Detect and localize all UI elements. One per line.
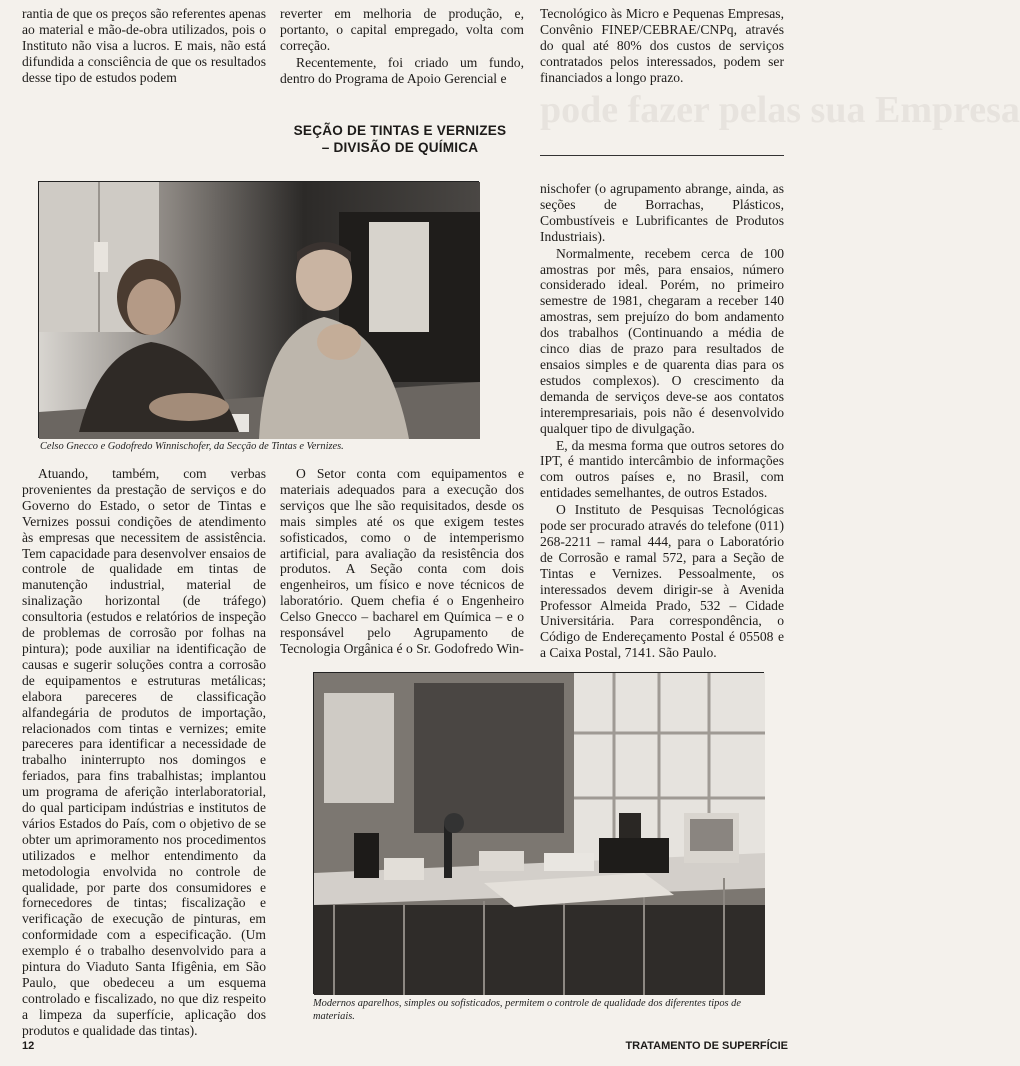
column-divider-rule bbox=[540, 155, 784, 156]
photo-two-men bbox=[38, 181, 479, 438]
section-title-line-2: – DIVISÃO DE QUÍMICA bbox=[321, 140, 479, 155]
photo-two-men-image bbox=[39, 182, 480, 439]
photo-1-caption: Celso Gnecco e Godofredo Winnischofer, da Secção de Tintas e Vernizes. bbox=[40, 441, 344, 452]
right-paragraph-2: Normalmente, recebem cerca de 100 amostras por mês, para ensaios, número considerado ideal. Porém, no primeiro semestre de 1981, chegaram a receber 140 amostras, sem prejuízo do bom andamento dos trabalhos (Continuando a média de cinco dias de prazo para resultados de ensaios simples e de quarenta dias para os estudos complexos). O crescimento da demanda de serviços deve-se aos contatos interempresariais, pois não é desenvolvido qualquer tipo de divulgação. bbox=[540, 245, 784, 436]
section-heading bbox=[230, 122, 570, 156]
middle-paragraph-1: O Setor conta com equipamentos e materiais adequados para a execução dos serviços que lhe são requisitados, desde os mais simples até os que exigem testes sofisticados, como o de intemperismo artificial, para avaliação da resistência dos produtos. A Seção conta com dois engenheiros, um físico e nove técnicos de laboratório. Quem chefia é o Engenheiro Celso Gnecco – bacharel em Química – e o responsável pelo Agrupamento de Tecnologia Orgânica é o Sr. Godofredo Win- bbox=[280, 466, 524, 656]
top-left-column bbox=[22, 6, 266, 86]
photo-laboratory-image bbox=[314, 673, 765, 995]
photo-laboratory bbox=[313, 672, 764, 994]
right-column bbox=[540, 181, 784, 661]
top-right-column bbox=[540, 6, 784, 86]
middle-column bbox=[280, 466, 524, 657]
section-title-line-1: SEÇÃO DE TINTAS E VERNIZES bbox=[293, 123, 507, 138]
top-left-paragraph: rantia de que os preços são referentes apenas ao material e mão-de-obra utilizados, pois o Instituto não visa a lucros. E mais, não está difundida a consciência de que os resultados desse tipo de estudos podem bbox=[22, 6, 266, 85]
right-paragraph-1: nischofer (o agrupamento abrange, ainda, as seções de Borrachas, Plásticos, Combustíveis e Lubrificantes de Produtos Industriais). bbox=[540, 181, 784, 244]
publication-name: TRATAMENTO DE SUPERFÍCIE bbox=[625, 1040, 788, 1052]
top-middle-paragraph-2: Recentemente, foi criado um fundo, dentro do Programa de Apoio Gerencial e bbox=[280, 54, 524, 86]
left-paragraph-1: Atuando, também, com verbas provenientes da prestação de serviços e do Governo do Estado, o setor de Tintas e Vernizes possui condições de atendimento às empresas que necessitem de assistência. Tem capacidade para desenvolver ensaios de controle de qualidade em tintas de manutenção industrial, material de sinalização horizontal (de tráfego) consultoria (estudos e relatórios de inspeção de problemas de corrosão por folhas na pintura); pode auxiliar na identificação de causas e sugerir soluções contra a corrosão de equipamentos e estruturas metálicas; elabora pareceres de classificação alfandegária de produtos de importação, relacionados com tintas e vernizes; emite pareceres para identificar a necessidade de trabalho ininterrupto nos domingos e feriados, para fins trabalhistas; implantou um programa de aferição interlaboratorial, do qual participam indústrias e institutos de vários Estados do País, com o objetivo de se obter um aprimoramento nos procedimentos utilizados e melhor entendimento da metodologia envolvida no controle de qualidade, por parte dos consumidores e fornecedores de tintas; fiscalização e verificação de execução de pinturas, em conformidade com a especificação. (Um exemplo é o trabalho desenvolvido para a pintura do Viaduto Santa Ifigênia, em São Paulo, que obedeceu a um esquema controlado e fiscalizado, no que diz respeito a limpeza da superfície, aplicação dos produtos e qualidade das tintas). bbox=[22, 466, 266, 1038]
top-middle-column bbox=[280, 6, 524, 87]
show-through-artifact: pode fazer pelas sua Empresa bbox=[540, 89, 1020, 131]
right-paragraph-3: E, da mesma forma que outros setores do IPT, é mantido intercâmbio de informações com outros países e, no Brasil, com entidades semelhantes, de outros Estados. bbox=[540, 437, 784, 501]
right-paragraph-4: O Instituto de Pesquisas Tecnológicas pode ser procurado através do telefone (011) 268-2211 – ramal 444, para o Laboratório de Corrosão e ramal 572, para a Seção de Tintas e Vernizes. Pessoalmente, os interessados devem dirigir-se à Avenida Professor Almeida Prado, 532 – Cidade Universitária. Para correspondência, o Código de Endereçamento Postal é 05508 e a Caixa Postal, 7141. São Paulo. bbox=[540, 502, 784, 661]
photo-2-caption: Modernos aparelhos, simples ou sofisticados, permitem o controle de qualidade dos diferentes tipos de materiais. bbox=[313, 998, 741, 1022]
top-right-paragraph: Tecnológico às Micro e Pequenas Empresas, Convênio FINEP/CEBRAE/CNPq, através do qual até 80% dos custos de serviços contratados pelos interessados, podem ser financiados a longo prazo. bbox=[540, 6, 784, 85]
left-column bbox=[22, 466, 266, 1039]
top-middle-paragraph-1: reverter em melhoria de produção, e, portanto, o capital empregado, volta com correção. bbox=[280, 6, 524, 53]
page-number: 12 bbox=[22, 1040, 35, 1052]
